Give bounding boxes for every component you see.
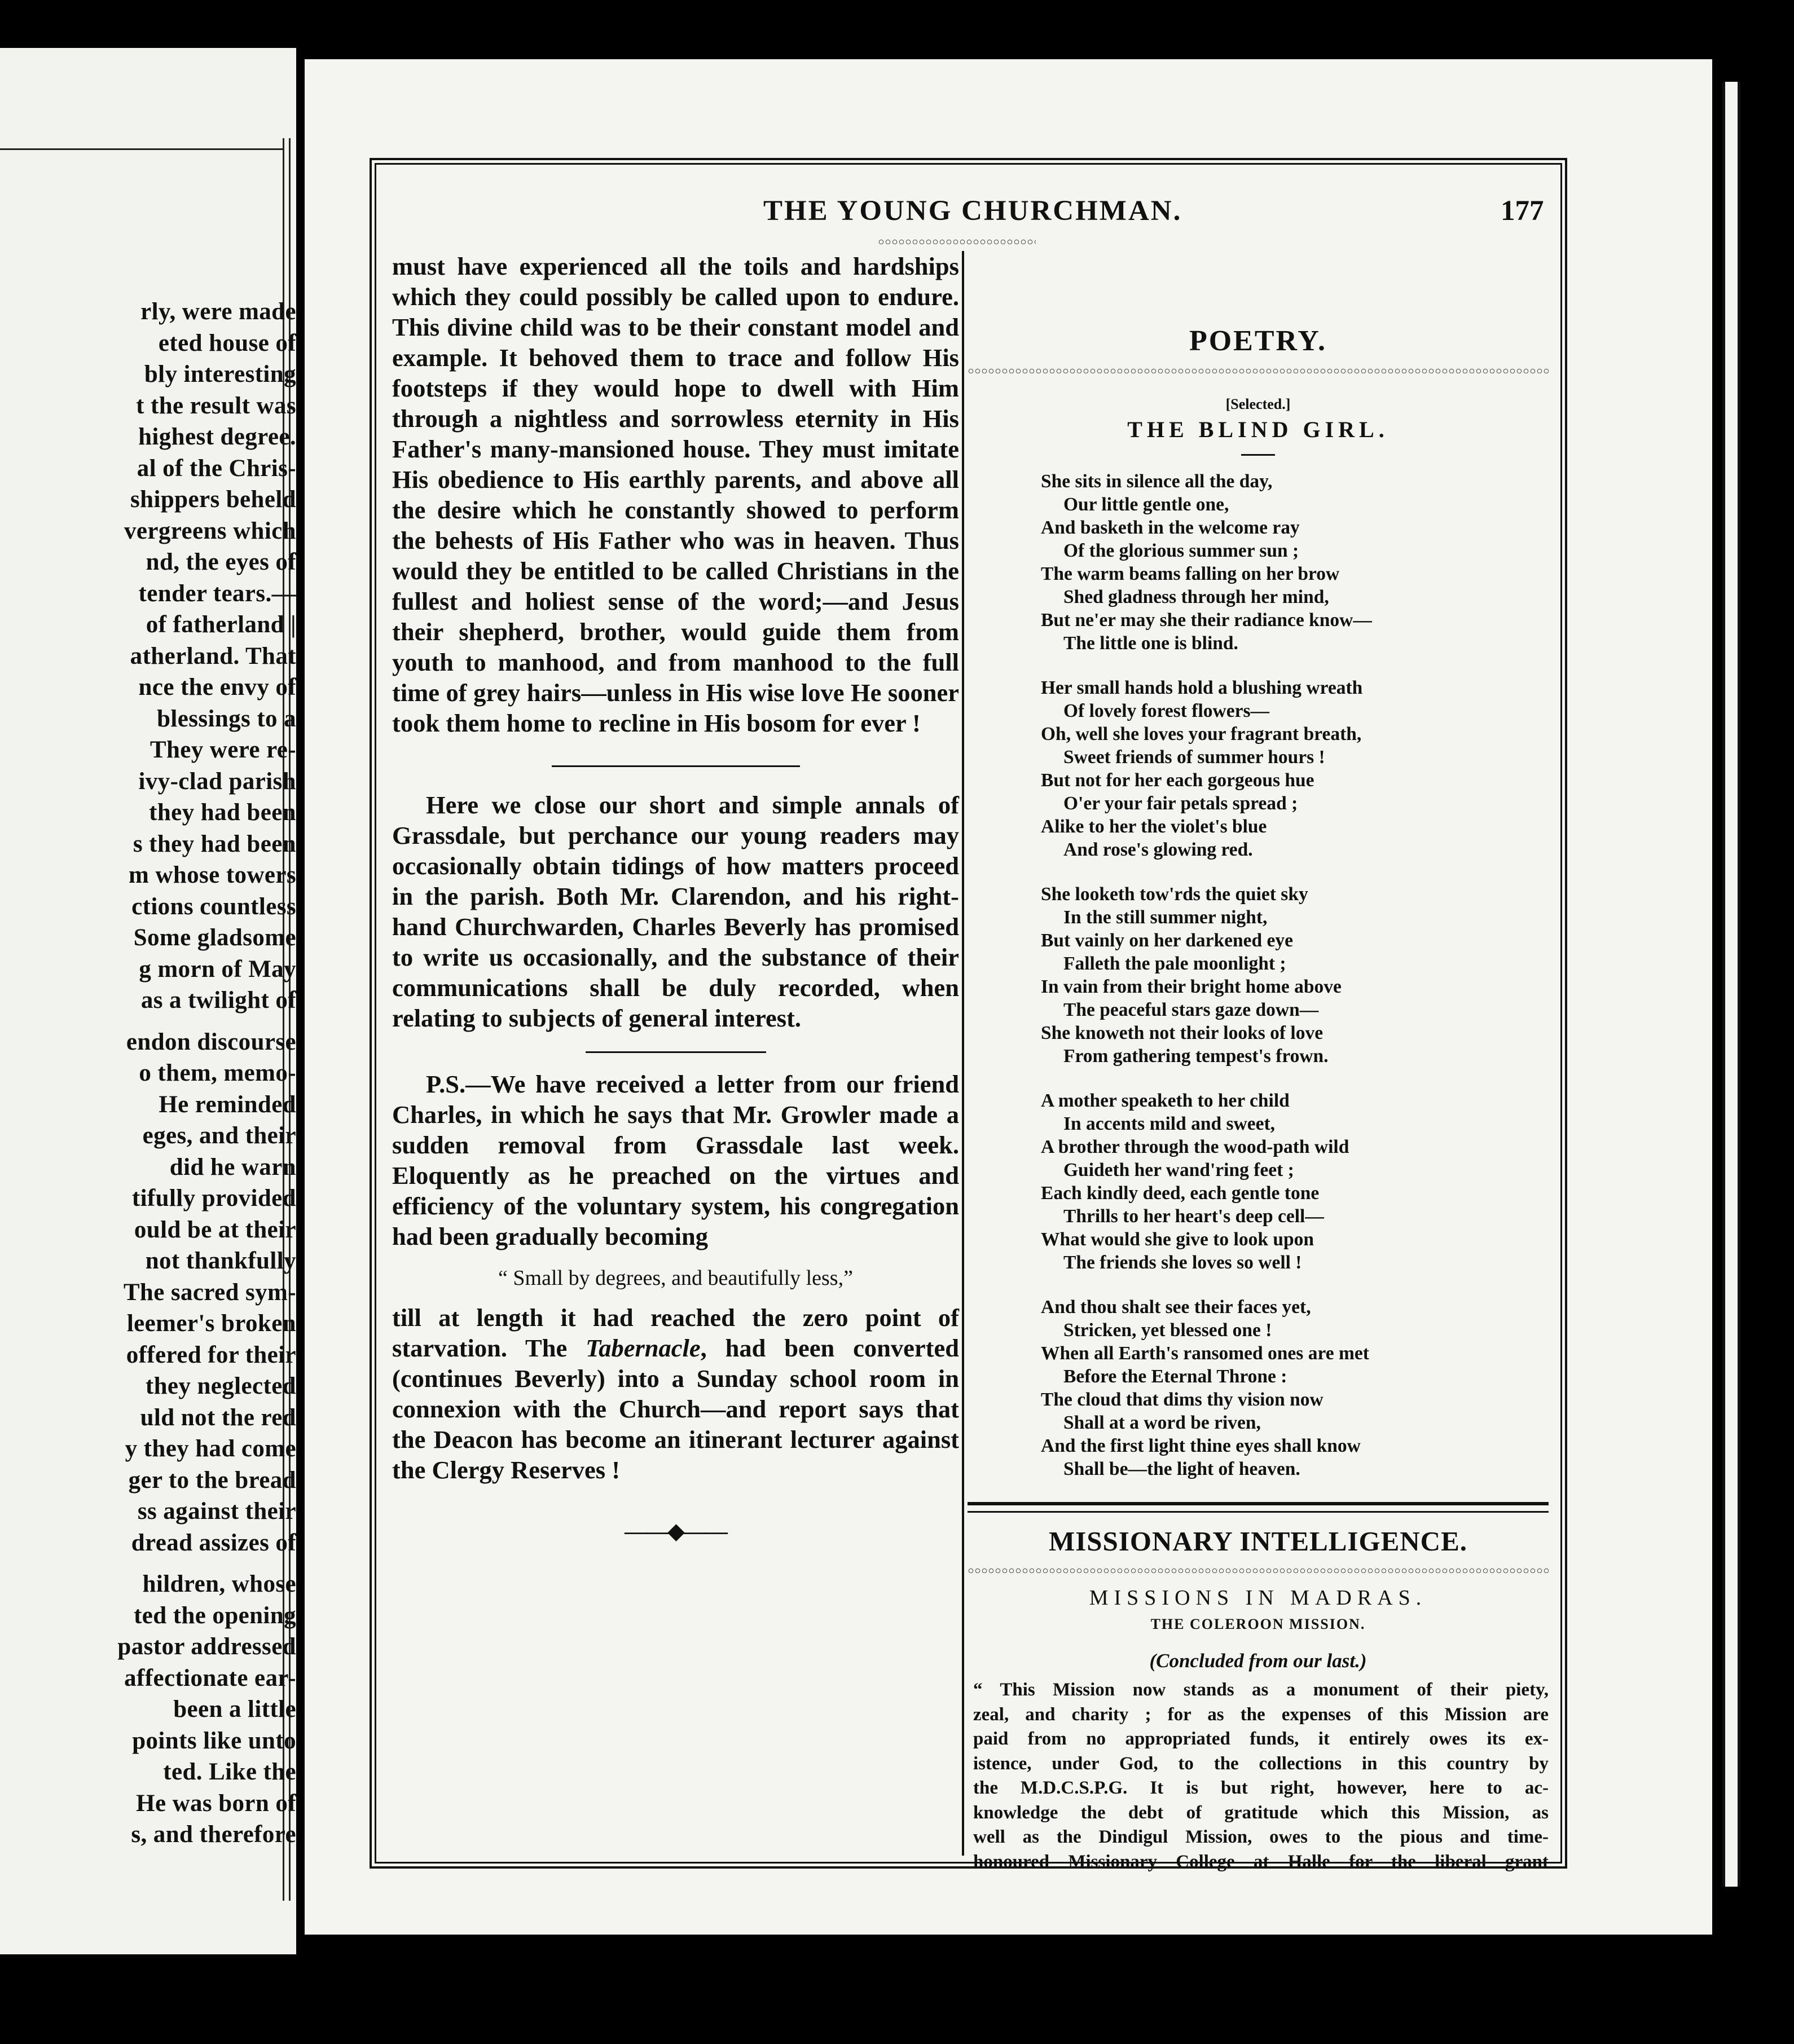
fragment-line: al of the Chris- — [137, 455, 296, 482]
poem-line: The little one is blind. — [1063, 633, 1238, 654]
missionary-line: zeal, and charity ; for as the expenses of this Mission are — [973, 1704, 1549, 1725]
previous-page-fragment — [0, 48, 296, 1954]
fragment-line: they neglected — [145, 1373, 296, 1399]
poem-stanza — [1041, 1089, 1549, 1274]
poem-line: But not for her each gorgeous hue — [1041, 770, 1314, 791]
fragment-line: ger to the bread — [128, 1466, 296, 1494]
fragment-line: ivy-clad parish — [138, 768, 296, 795]
poem-title: THE BLIND GIRL. — [1127, 417, 1389, 442]
poem-line: Before the Eternal Throne : — [1063, 1366, 1287, 1387]
fragment-line: as a twilight of — [140, 987, 296, 1014]
page-edge — [1722, 82, 1740, 1887]
fragment-line: s, and therefore — [131, 1821, 296, 1848]
poem-line: And the first light thine eyes shall know — [1041, 1435, 1361, 1456]
fragment-line: vergreens which — [124, 517, 296, 544]
missionary-line: honoured Missionary College at Halle for the liberal grant — [973, 1851, 1549, 1872]
poem-line: A mother speaketh to her child — [1041, 1090, 1290, 1111]
section-rule — [586, 1051, 766, 1053]
missionary-line: “ This Mission now stands as a monument of their piety, — [973, 1680, 1549, 1700]
poem-line: In vain from their bright home above — [1041, 976, 1342, 997]
missionary-line: the M.D.C.S.P.G. It is but right, however, here to ac- — [973, 1778, 1549, 1798]
poem-line: The warm beams falling on her brow — [1041, 563, 1340, 584]
fragment-line: He reminded — [159, 1091, 296, 1118]
fragment-line: been a little — [173, 1696, 296, 1723]
poem-line: Of the glorious summer sun ; — [1063, 540, 1299, 561]
fragment-line: nd, the eyes of — [146, 549, 296, 575]
missionary-heading: MISSIONARY INTELLIGENCE. — [1048, 1526, 1467, 1557]
poem-line: Each kindly deed, each gentle tone — [1041, 1183, 1320, 1204]
fragment-line: Some gladsome — [133, 924, 296, 951]
header-ornament — [878, 239, 1036, 244]
postscript-paragraph: P.S.—We have received a letter from our friend Charles, in which he says that Mr. Growler made a sudden removal from Grassdale last week. Eloquently as he preached on the virtues and efficiency of the voluntary system, his congregation had been gradually becoming — [392, 1070, 959, 1250]
poem-line: Alike to her the violet's blue — [1041, 816, 1267, 837]
poem-line: Oh, well she loves your fragrant breath, — [1041, 724, 1362, 745]
fragment-line: did he warn — [169, 1153, 296, 1180]
fragment-line: y they had come — [125, 1435, 296, 1462]
poem-line: Sweet friends of summer hours ! — [1063, 747, 1325, 768]
fragment-line: tifully provided — [131, 1185, 296, 1212]
poem-line: She sits in silence all the day, — [1041, 471, 1273, 492]
poem-line: O'er your fair petals spread ; — [1063, 793, 1298, 814]
poem-line: What would she give to look upon — [1041, 1229, 1314, 1250]
section-rule — [552, 765, 800, 767]
journal-title: THE YOUNG CHURCHMAN. — [763, 195, 1182, 227]
fragment-line: ted the opening — [134, 1602, 296, 1629]
fragment-line: atherland. That — [130, 642, 296, 669]
poem-line: She looketh tow'rds the quiet sky — [1041, 884, 1308, 905]
fragment-line: uld not the red — [140, 1404, 296, 1431]
poem-line: In accents mild and sweet, — [1063, 1113, 1276, 1134]
fragment-line: ss against their — [137, 1498, 296, 1525]
poem-line: Stricken, yet blessed one ! — [1063, 1320, 1272, 1341]
fragment-line: pastor addressed — [117, 1633, 296, 1660]
story-paragraph: must have experienced all the toils and hardships which they could possibly be called upon to endure. This divine child was to be their constant model and example. It behoved them to trace and follow His footsteps if they would hope to dwell with Him through a nightless and sorrowless eternity in His Father's many-mansioned house. They must imitate His obedience to His earthly parents, and above all the desire which he constantly showed to perform the behests of His Father who was in heaven. Thus would they be entitled to be called Christians in the fullest and holiest sense of the word;—and Jesus their shepherd, brother, would guide them from youth to manhood, and from manhood to the full time of grey hairs—unless in His wise love He sooner took them home to recline in His bosom for ever ! — [392, 252, 959, 737]
fragment-line: affectionate ear- — [124, 1664, 296, 1691]
postscript-continuation: till at length it had reached the zero point of starvation. The Tabernacle, had been converted (continues Beverly) into a Sunday school room in connexion with the Church—and report says that the Deacon has become an itinerant lecturer against the Clergy Reserves ! — [392, 1303, 959, 1484]
selected-note: [Selected.] — [1225, 396, 1291, 412]
fragment-line: tender tears.— — [138, 580, 296, 607]
fragment-line: offered for their — [126, 1341, 296, 1368]
poem-line: Thrills to her heart's deep cell— — [1063, 1206, 1324, 1227]
poem-line: But ne'er may she their radiance know— — [1041, 610, 1372, 631]
fragment-line: shippers beheld — [130, 486, 296, 513]
quotation: “ Small by degrees, and beautifully less,” — [498, 1266, 853, 1290]
poem-line: The friends she loves so well ! — [1063, 1252, 1302, 1273]
poetry-ornament — [968, 368, 1549, 373]
fragment-line: t the result was — [136, 392, 296, 419]
fragment-line: hildren, whose — [142, 1571, 296, 1597]
poem-line: But vainly on her darkened eye — [1041, 930, 1294, 951]
poem-line: And rose's glowing red. — [1063, 839, 1253, 860]
poem-line: She knoweth not their looks of love — [1041, 1023, 1323, 1043]
fragment-line: eted house of — [158, 329, 296, 356]
poem-line: And thou shalt see their faces yet, — [1041, 1297, 1311, 1318]
fragment-line: endon discourse — [126, 1028, 296, 1055]
section-heavy-rule — [968, 1502, 1549, 1513]
poem-line: Our little gentle one, — [1063, 494, 1229, 515]
story-column — [392, 251, 959, 1547]
poem-line: Falleth the pale moonlight ; — [1063, 953, 1286, 974]
poem-line: Her small hands hold a blushing wreath — [1041, 677, 1363, 698]
end-fleuron: ——◆—— — [625, 1518, 727, 1544]
fragment-line: ctions countless — [131, 893, 296, 920]
fragment-line: He was born of — [136, 1790, 296, 1817]
fragment-line: ted. Like the — [163, 1759, 296, 1785]
fragment-line: they had been — [149, 799, 296, 826]
fragment-line: g morn of May — [139, 955, 296, 983]
fragment-line: not thankfully — [145, 1248, 296, 1274]
previous-page-text — [14, 296, 296, 1851]
fragment-line: highest degree. — [138, 424, 296, 450]
poem-line: Shall be—the light of heaven. — [1063, 1459, 1300, 1479]
fragment-line: of fatherland | — [146, 611, 296, 638]
poem-line: Shed gladness through her mind, — [1063, 587, 1329, 607]
page-number: 177 — [1501, 195, 1544, 227]
missionary-subtitle-2: THE COLEROON MISSION. — [1150, 1616, 1366, 1632]
poem — [1041, 470, 1549, 1481]
fragment-line: blessings to a — [157, 705, 296, 732]
concluded-note: (Concluded from our last.) — [1149, 1650, 1367, 1672]
poem-line: A brother through the wood-path wild — [1041, 1136, 1349, 1157]
poem-line: Of lovely forest flowers— — [1063, 701, 1269, 721]
poem-line: Shall at a word be riven, — [1063, 1412, 1261, 1433]
fragment-line: nce the envy of — [138, 674, 296, 701]
fragment-line: o them, memo- — [139, 1060, 296, 1086]
fragment-line: rly, were made — [140, 298, 296, 325]
poem-line: Guideth her wand'ring feet ; — [1063, 1160, 1294, 1180]
missionary-line: paid from no appropriated funds, it entirely owes its ex- — [973, 1729, 1549, 1749]
magazine-page — [305, 59, 1712, 1935]
poem-line: From gathering tempest's frown. — [1063, 1046, 1329, 1067]
poetry-heading: POETRY. — [1189, 325, 1327, 357]
poem-stanza — [1041, 1296, 1549, 1481]
poem-line: The cloud that dims thy vision now — [1041, 1389, 1323, 1410]
missionary-line: well as the Dindigul Mission, owes to the pious and time- — [973, 1827, 1549, 1847]
title-rule — [1241, 454, 1275, 456]
fragment-line: eges, and their — [142, 1122, 296, 1149]
missionary-subtitle: MISSIONS IN MADRAS. — [1089, 1586, 1427, 1610]
poem-stanza — [1041, 470, 1549, 655]
poem-stanza — [1041, 883, 1549, 1068]
poem-line: The peaceful stars gaze down— — [1063, 999, 1319, 1020]
column-divider — [962, 251, 964, 1856]
fragment-line: They were re- — [150, 737, 296, 763]
poem-line: When all Earth's ransomed ones are met — [1041, 1343, 1369, 1364]
missionary-text — [968, 1678, 1549, 1874]
missionary-ornament — [968, 1567, 1549, 1573]
fragment-line: ould be at their — [134, 1216, 296, 1243]
poem-line: In the still summer night, — [1063, 907, 1268, 928]
poem-line: And basketh in the welcome ray — [1041, 517, 1300, 538]
closing-paragraph: Here we close our short and simple annals of Grassdale, but perchance our young readers may occasionally obtain tidings of how matters proceed in the parish. Both Mr. Clarendon, and his right-hand Churchwarden, Charles Beverly has promised to write us occasionally, and the substance of their communications shall be duly recorded, when relating to subjects of general interest. — [392, 791, 959, 1032]
fragment-line: s they had been — [133, 830, 296, 857]
poem-stanza — [1041, 676, 1549, 861]
running-head — [305, 195, 1712, 240]
fragment-line: points like unto — [132, 1727, 296, 1754]
fragment-line: m whose towers — [129, 862, 296, 888]
fragment-line: bly interesting — [144, 361, 296, 387]
poetry-column — [968, 251, 1549, 1874]
missionary-line: istence, under God, to the collections in this country by — [973, 1753, 1549, 1774]
fragment-line: dread assizes of — [131, 1529, 296, 1556]
missionary-line: knowledge the debt of gratitude which this Mission, as — [973, 1802, 1549, 1823]
fragment-line: leemer's broken — [126, 1310, 296, 1337]
fragment-line: The sacred sym- — [123, 1279, 296, 1306]
